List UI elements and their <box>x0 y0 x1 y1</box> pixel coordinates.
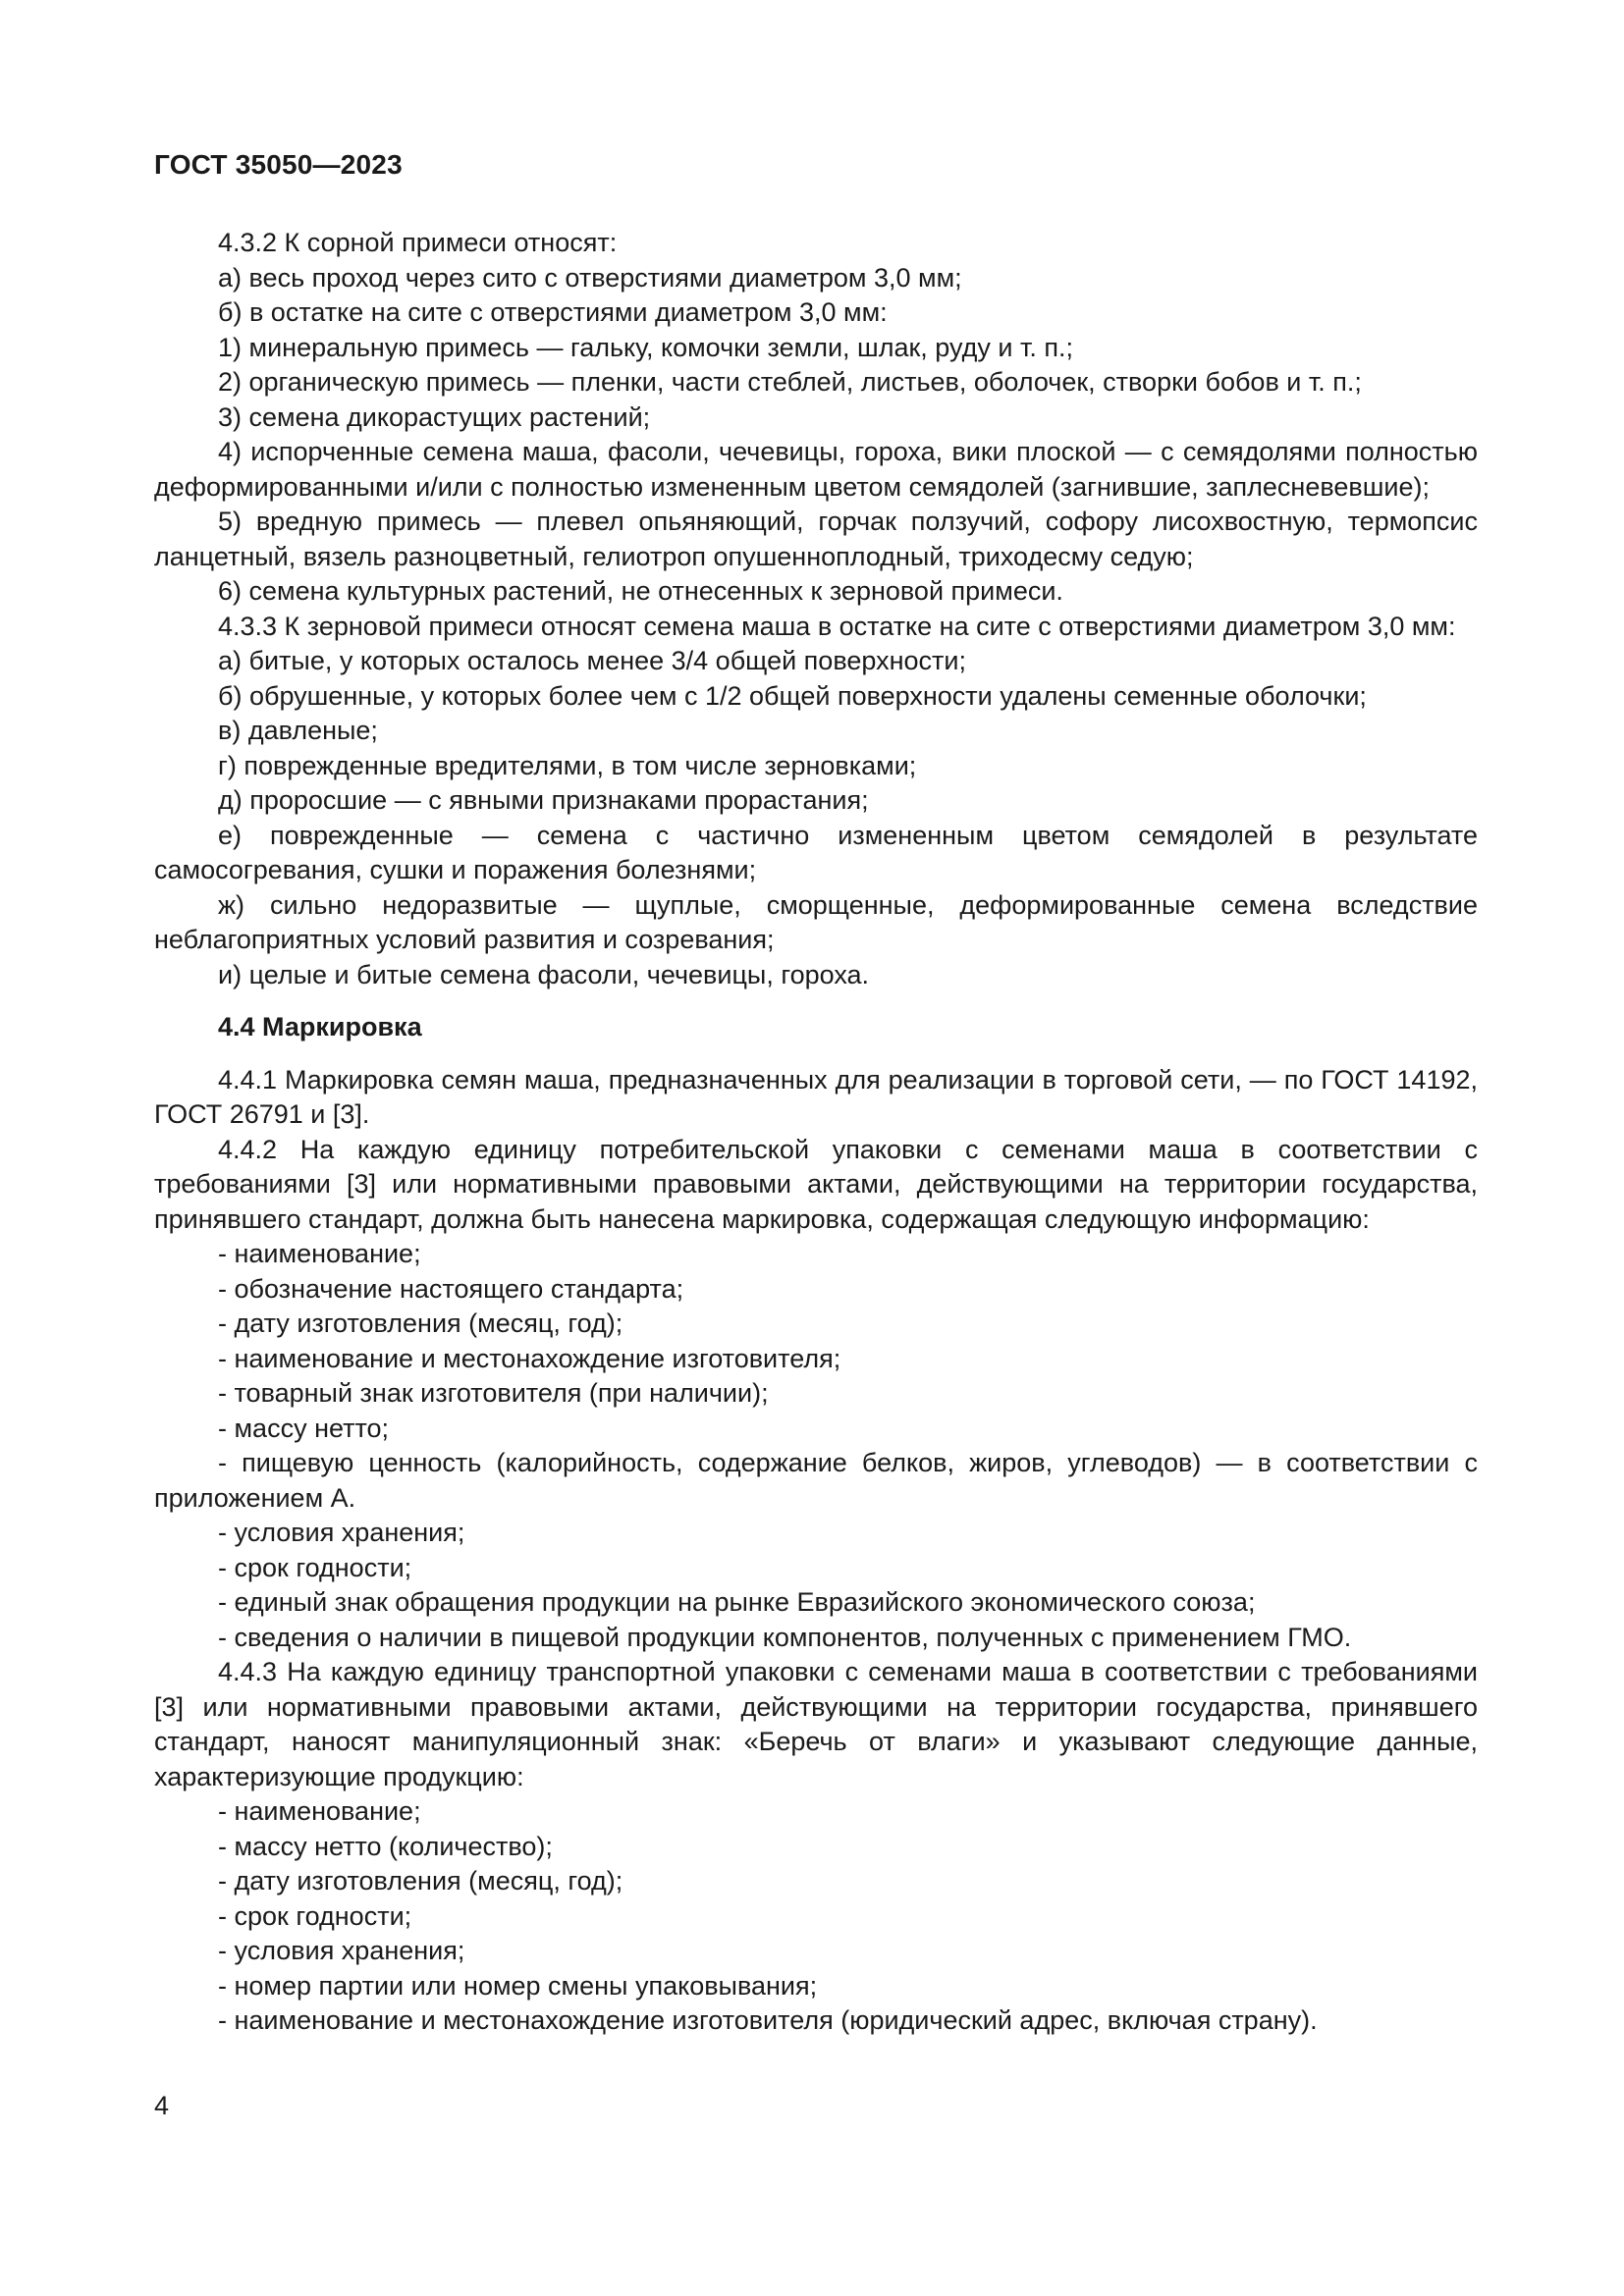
list-item: 4) испорченные семена маша, фасоли, чечевицы, гороха, вики плоской — с семядолями полностью деформированными и/или с полностью измененным цветом семядолей (загнившие, заплесневевшие); <box>154 437 1478 502</box>
list-item: - сведения о наличии в пищевой продукции компонентов, полученных с применением ГМО. <box>218 1622 1352 1652</box>
section-title: 4.4 Маркировка <box>218 1012 422 1041</box>
list-item: и) целые и битые семена фасоли, чечевицы, гороха. <box>218 959 870 989</box>
list-item: - пищевую ценность (калорийность, содержание белков, жиров, углеводов) — в соответствии с приложением А. <box>154 1448 1478 1513</box>
list-item: б) в остатке на сите с отверстиями диаметром 3,0 мм: <box>218 297 888 327</box>
paragraph: 4.3.2 К сорной примеси относят: <box>218 228 618 257</box>
list-item: б) обрушенные, у которых более чем с 1/2 общей поверхности удалены семенные оболочки; <box>218 680 1367 711</box>
list-item: г) поврежденные вредителями, в том числе зерновками; <box>218 750 917 780</box>
list-item: - номер партии или номер смены упаковывания; <box>218 1970 818 2001</box>
list-item: - срок годности; <box>218 1900 412 1931</box>
page-number: 4 <box>154 2091 170 2120</box>
list-item: - единый знак обращения продукции на рынке Евразийского экономического союза; <box>218 1587 1256 1617</box>
list-item: - наименование; <box>218 1796 421 1826</box>
paragraph: 4.4.3 На каждую единицу транспортной упаковки с семенами маша в соответствии с требованиями [3] или нормативными правовыми актами, действующими на территории государства, принявшего стандарт, наносят манипуляционный знак: «Беречь от влаги» и указывают следующие данные, характеризующие продукцию: <box>154 1657 1478 1791</box>
list-item: - условия хранения; <box>218 1518 465 1547</box>
list-item: в) давленые; <box>218 716 378 745</box>
list-item: 1) минеральную примесь — гальку, комочки земли, шлак, руду и т. п.; <box>218 332 1073 362</box>
list-item: ж) сильно недоразвитые — щуплые, сморщенные, деформированные семена вследствие неблагоприятных условий развития и созревания; <box>154 889 1478 954</box>
list-item: - наименование; <box>218 1239 421 1268</box>
section-4-3-list <box>154 226 1478 992</box>
list-item: - условия хранения; <box>218 1936 465 1965</box>
list-item: д) проросшие — с явными признаками прорастания; <box>218 785 869 815</box>
paragraph: 4.4.1 Маркировка семян маша, предназначенных для реализации в торговой сети, — по ГОСТ 14192, ГОСТ 26791 и [3]. <box>154 1064 1478 1129</box>
list-item: - наименование и местонахождение изготовителя (юридический адрес, включая страну). <box>218 2005 1318 2035</box>
list-item: - массу нетто; <box>218 1413 390 1443</box>
list-item: а) весь проход через сито с отверстиями диаметром 3,0 мм; <box>218 262 962 293</box>
list-item: - обозначение настоящего стандарта; <box>218 1273 684 1304</box>
list-item: - дату изготовления (месяц, год); <box>218 1308 623 1338</box>
list-item: 2) органическую примесь — пленки, части стеблей, листьев, оболочек, створки бобов и т. п.; <box>218 367 1362 397</box>
paragraph: 4.4.2 На каждую единицу потребительской упаковки с семенами маша в соответствии с требованиями [3] или нормативными правовыми актами, действующими на территории государства, принявшего стандарт, должна быть нанесена маркировка, содержащая следующую информацию: <box>154 1134 1478 1234</box>
list-item: е) поврежденные — семена с частично измененным цветом семядолей в результате самосогревания, сушки и поражения болезнями; <box>154 820 1478 884</box>
document-body <box>154 226 1478 2039</box>
list-item: 6) семена культурных растений, не отнесенных к зерновой примеси. <box>218 576 1063 606</box>
list-item: - массу нетто (количество); <box>218 1831 553 1861</box>
list-item: - срок годности; <box>218 1552 412 1582</box>
list-item: 3) семена дикорастущих растений; <box>218 401 651 432</box>
list-item: 5) вредную примесь — плевел опьяняющий, горчак ползучий, софору лисохвостную, термопсис ланцетный, вязель разноцветный, гелиотроп опушенноплодный, триходесму седую; <box>154 507 1478 571</box>
list-item: - наименование и местонахождение изготовителя; <box>218 1343 841 1373</box>
list-item: - дату изготовления (месяц, год); <box>218 1866 623 1896</box>
paragraph: 4.3.3 К зерновой примеси относят семена маша в остатке на сите с отверстиями диаметром 3,0 мм: <box>218 611 1456 641</box>
list-item: а) битые, у которых осталось менее 3/4 общей поверхности; <box>218 646 966 675</box>
section-4-4-list <box>154 1063 1478 2039</box>
document-header: ГОСТ 35050—2023 <box>154 149 403 180</box>
list-item: - товарный знак изготовителя (при наличии); <box>218 1378 769 1408</box>
